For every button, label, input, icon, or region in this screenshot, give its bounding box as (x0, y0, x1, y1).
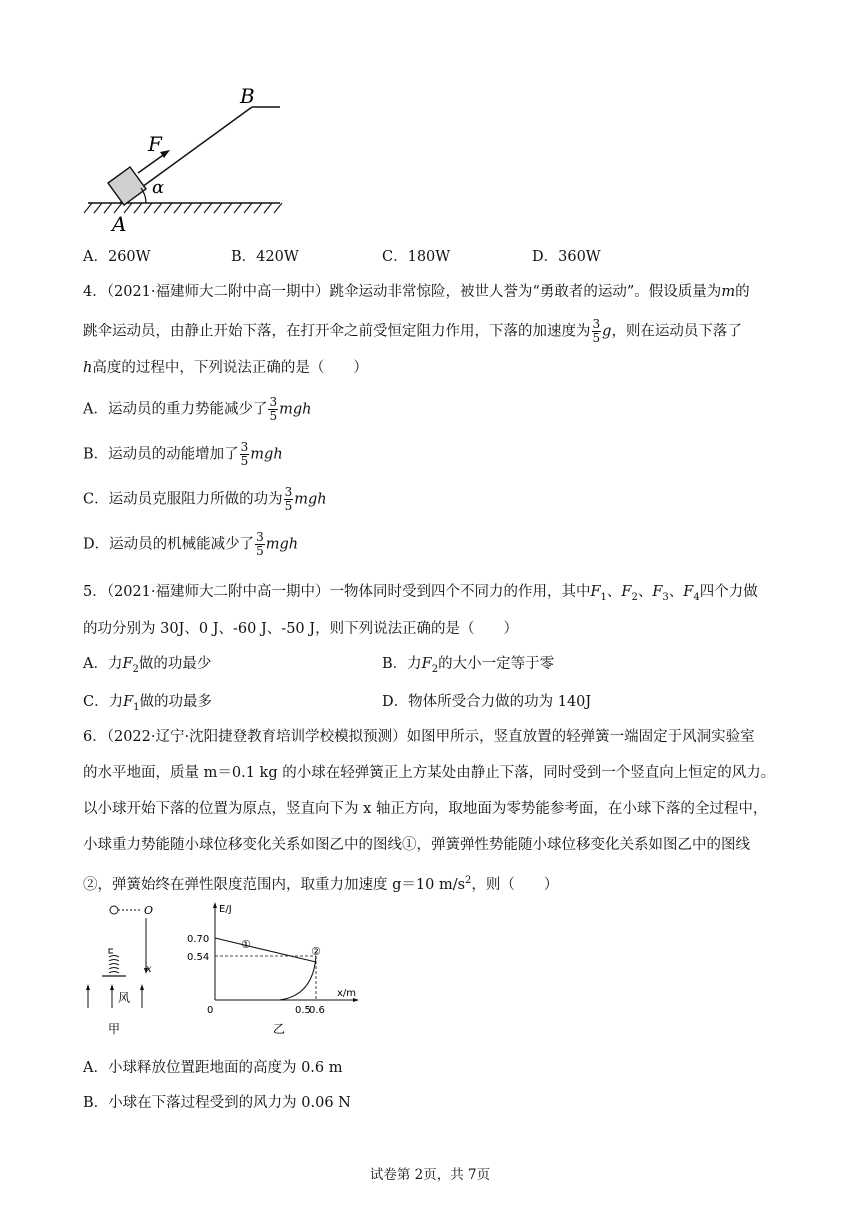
q5-line-2: 的功分别为 30J、0 J、-60 J、-50 J，则下列说法正确的是（ ） (83, 621, 519, 637)
label-alpha: α (152, 177, 165, 198)
tick-0.6: 0.6 (309, 1005, 325, 1016)
q3-option-d: D．360W (532, 249, 601, 265)
incline-figure (80, 85, 300, 235)
tick-0.5: 0.5 (295, 1005, 311, 1016)
label-B: B (240, 85, 255, 108)
label-F: F (148, 132, 162, 156)
curve-label-2: ② (311, 945, 321, 958)
q4-line-3: h高度的过程中，下列说法正确的是（ ） (83, 360, 368, 376)
q5-option-a: A．力$F_2$做的功最少 (83, 656, 212, 675)
label-O: O (144, 904, 154, 917)
curve-2-elastic-pe (279, 956, 316, 1000)
q6-line-2: 的水平地面，质量 m＝0.1 kg 的小球在轻弹簧正上方某处由静止下落，同时受到一个竖直向上恒定的风力。 (83, 765, 776, 781)
q4-line-1: 4．（2021·福建师大二附中高一期中）跳伞运动非常惊险，被世人誉为“勇敢者的运动”。假设质量为m的 (83, 284, 750, 300)
x-axis-label: x/m (337, 988, 357, 999)
q4-option-b: B．运动员的动能增加了 $\frac{3}{5}$ mgh (83, 440, 283, 468)
q4-option-a: A．运动员的重力势能减少了 $\frac{3}{5}$ mgh (83, 395, 312, 423)
tick-0.54: 0.54 (187, 952, 210, 963)
curve-label-1: ① (241, 938, 251, 951)
q6-line-3: 以小球开始下落的位置为原点，竖直向下为 x 轴正方向，取地面为零势能参考面，在小球下落的全过程中， (83, 801, 768, 817)
label-jia: 甲 (108, 1022, 121, 1035)
q3-option-b: B．420W (231, 249, 299, 265)
label-A: A (112, 212, 127, 235)
figure-yi-energy-graph (185, 900, 375, 1035)
q6-option-b: B．小球在下落过程受到的风力为 0.06 N (83, 1095, 351, 1111)
q6-option-a: A．小球释放位置距地面的高度为 0.6 m (83, 1060, 343, 1076)
tick-0.70: 0.70 (187, 934, 210, 945)
q4-option-d: D．运动员的机械能减少了 $\frac{3}{5}$ mgh (83, 530, 299, 558)
q3-option-c: C．180W (382, 249, 451, 265)
q6-line-4: 小球重力势能随小球位移变化关系如图乙中的图线①，弹簧弹性势能随小球位移变化关系如图乙中的图线 (83, 837, 750, 853)
q3-option-a: A．260W (83, 249, 151, 265)
q4-option-c: C．运动员克服阻力所做的功为 $\frac{3}{5}$ mgh (83, 485, 327, 513)
q5-option-b: B．力$F_2$的大小一定等于零 (382, 656, 555, 675)
page-footer: 试卷第 2页，共 7页 (369, 1167, 491, 1183)
q5-option-d: D．物体所受合力做的功为 140J (382, 694, 592, 710)
tick-zero: 0 (207, 1005, 214, 1016)
q5-option-c: C．力$F_1$做的功最多 (83, 694, 213, 713)
label-x: x (146, 964, 152, 975)
label-wind: 风 (118, 991, 131, 1005)
q5-line-1: 5．（2021·福建师大二附中高一期中）一物体同时受到四个不同力的作用，其中$F_1$、$F_2$、$F_3$、$F_4$四个力做 (83, 584, 758, 603)
q4-line-2: 跳伞运动员，由静止开始下落，在打开伞之前受恒定阻力作用，下落的加速度为 $\frac{3}{5}$ g，则在运动员下落了 (83, 317, 742, 345)
figure-jia (80, 900, 180, 1035)
curve-1-gravitational-pe (215, 938, 316, 962)
label-yi: 乙 (273, 1022, 286, 1035)
q6-line-5: ②，弹簧始终在弹性限度范围内，取重力加速度 g＝10 $m/s^2$，则（ ） (83, 875, 559, 893)
y-axis-label: E/J (219, 904, 232, 915)
q6-line-1: 6．（2022·辽宁·沈阳捷登教育培训学校模拟预测）如图甲所示，竖直放置的轻弹簧一端固定于风洞实验室 (83, 729, 755, 745)
